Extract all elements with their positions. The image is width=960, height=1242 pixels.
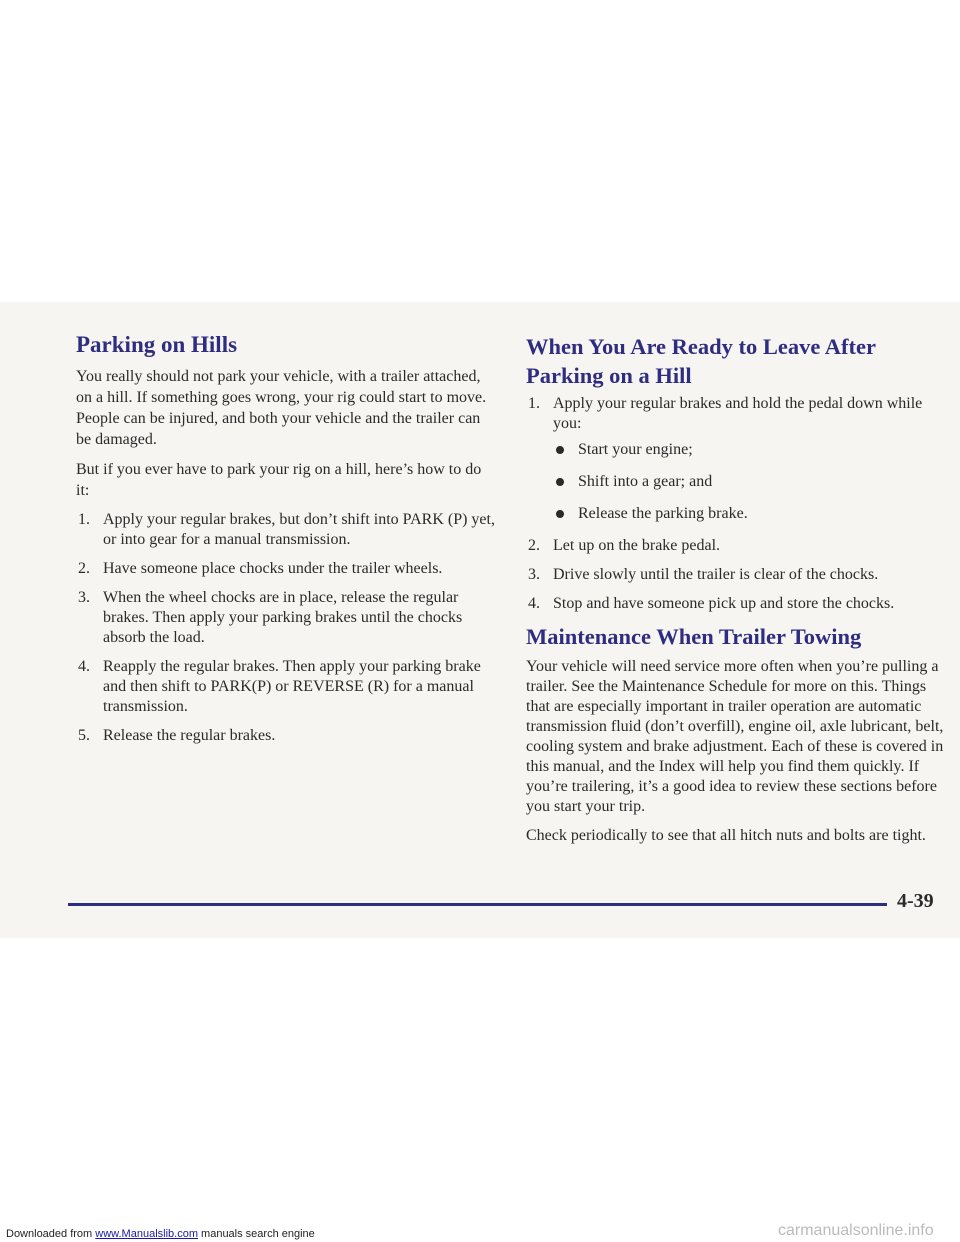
- bullet-icon: [556, 510, 564, 518]
- step-number: 2.: [78, 560, 90, 577]
- steps-list: [526, 394, 946, 434]
- bullet-item: [526, 472, 946, 492]
- watermark: carmanualsonline.info: [778, 1222, 934, 1239]
- footer-rule: [68, 903, 887, 906]
- list-item: [76, 559, 496, 579]
- right-column: [526, 332, 946, 855]
- list-item: [76, 657, 496, 717]
- step-number: 2.: [528, 537, 540, 554]
- steps-list: [526, 536, 946, 614]
- list-item: [526, 565, 946, 585]
- list-item: [526, 536, 946, 556]
- bullet-text: Shift into a gear; and: [578, 473, 713, 490]
- bullet-item: [526, 440, 946, 460]
- list-item: [76, 510, 496, 550]
- section-title-parking-on-hills: Parking on Hills: [76, 332, 238, 357]
- step-text: Stop and have someone pick up and store the chocks.: [553, 595, 895, 612]
- section-title-ready-to-leave: When You Are Ready to Leave After Parking on a Hill: [526, 334, 876, 388]
- left-column: [76, 330, 496, 755]
- step-number: 3.: [528, 566, 540, 583]
- step-number: 3.: [78, 589, 90, 606]
- list-item: [76, 588, 496, 648]
- steps-list: [76, 510, 496, 746]
- step-text: Let up on the brake pedal.: [553, 537, 721, 554]
- list-item: [526, 594, 946, 614]
- paragraph: You really should not park your vehicle, with a trailer attached, on a hill. If something goes wrong, your rig could start to move. People can be injured, and both your vehicle and the trailer can be damaged.: [76, 368, 487, 448]
- footer-prefix: Downloaded from: [6, 1228, 96, 1240]
- paragraph: Check periodically to see that all hitch nuts and bolts are tight.: [526, 827, 926, 844]
- bullet-item: [526, 504, 946, 524]
- step-text: Release the regular brakes.: [103, 727, 276, 744]
- bottom-margin: [0, 938, 960, 1242]
- step-number: 4.: [78, 658, 90, 675]
- page-number: 4-39: [897, 890, 934, 912]
- footer-suffix: manuals search engine: [197, 1228, 315, 1240]
- paragraph: But if you ever have to park your rig on a hill, here’s how to do it:: [76, 461, 482, 499]
- step-text: Drive slowly until the trailer is clear of the chocks.: [553, 566, 879, 583]
- paragraph: Your vehicle will need service more often when you’re pulling a trailer. See the Maintenance Schedule for more on this. Things that are especially important in trailer operation are automatic transmission fluid (don’t overfill), engine oil, axle lubricant, belt, cooling system and brake adjustment. Each of these is covered in this manual, and the Index will help you find them quickly. If you’re trailering, it’s a good idea to review these sections before you start your trip.: [526, 658, 944, 815]
- list-item: [76, 726, 496, 746]
- step-number: 1.: [528, 395, 540, 412]
- step-number: 5.: [78, 727, 90, 744]
- bullet-icon: [556, 446, 564, 454]
- top-margin: [0, 0, 960, 302]
- step-text: Reapply the regular brakes. Then apply your parking brake and then shift to PARK(P) or REVERSE (R) for a manual transmission.: [103, 658, 481, 715]
- step-text: Have someone place chocks under the trailer wheels.: [103, 560, 443, 577]
- step-number: 4.: [528, 595, 540, 612]
- step-number: 1.: [78, 511, 90, 528]
- manualslib-link[interactable]: www.Manualslib.com: [95, 1228, 198, 1240]
- download-footer: [6, 1228, 315, 1240]
- step-text: When the wheel chocks are in place, release the regular brakes. Then apply your parking brakes until the chocks absorb the load.: [103, 589, 463, 646]
- list-item: [526, 394, 946, 434]
- section-title-maintenance: Maintenance When Trailer Towing: [526, 624, 862, 649]
- bullet-icon: [556, 478, 564, 486]
- step-text: Apply your regular brakes, but don’t shift into PARK (P) yet, or into gear for a manual transmission.: [103, 511, 495, 548]
- bullet-list: [526, 440, 946, 524]
- bullet-text: Start your engine;: [578, 441, 693, 458]
- step-text: Apply your regular brakes and hold the pedal down while you:: [553, 395, 923, 432]
- bullet-text: Release the parking brake.: [578, 505, 748, 522]
